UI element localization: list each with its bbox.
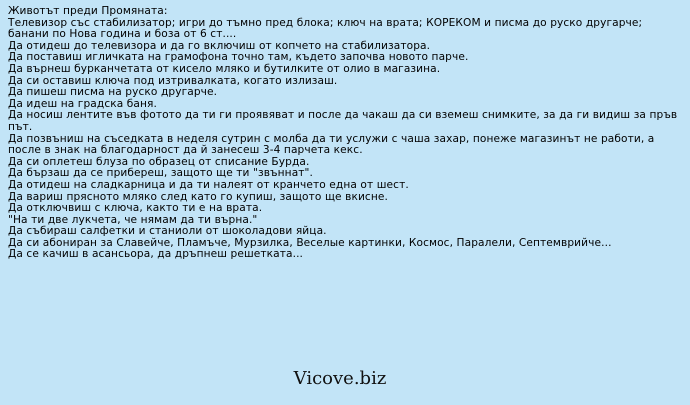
- list-item: Да отидеш до телевизора и да го включиш от копчето на стабилизатора.: [8, 39, 431, 52]
- list-item: Да се качиш в асансьора, да дръпнеш решетката...: [8, 248, 304, 261]
- list-item: Да пишеш писма на руско другарче.: [8, 86, 218, 99]
- list-item: Да събираш салфетки и станиоли от шоколадови яйца.: [8, 225, 327, 238]
- list-item: Да си оплетеш блуза по образец от списание Бурда.: [8, 155, 310, 168]
- list-item: Да отидеш на сладкарница и да ти налеят от кранчето една от шест.: [8, 178, 409, 191]
- list-item: "На ти две лукчета, че нямам да ти върна.": [8, 213, 258, 226]
- list-item: Да вариш прясното мляко след като го купиш, защото ще вкисне.: [8, 190, 388, 203]
- list-item: Да поставиш игличката на грамофона точно там, където започва новото парче.: [8, 51, 469, 64]
- list-item: Да си абониран за Славейче, Пламъче, Мурзилка, Веселые картинки, Космос, Паралели, Септемврийче...: [8, 236, 612, 249]
- list-item: Да върнеш бурканчетата от кисело мляко и бутилките от олио в магазина.: [8, 62, 441, 75]
- list-item: Да идеш на градска баня.: [8, 97, 157, 110]
- list-item: Да си оставиш ключа под изтривалката, когато излизаш.: [8, 74, 338, 87]
- list-item: Да носиш лентите във фотото да ти ги проявяват и после да чакаш да си вземеш снимките, за да ги видиш за пръв път.: [8, 109, 678, 133]
- article-title: Животът преди Промяната:: [8, 5, 168, 17]
- list-item: Да бързаш да се прибереш, защото ще ти "звъннат".: [8, 167, 313, 180]
- list-item: Да отключвиш с ключа, както ти е на врата.: [8, 202, 263, 215]
- site-watermark: Vicove.biz: [293, 368, 387, 389]
- list-item: Телевизор със стабилизатор; игри до тъмно пред блока; ключ на врата; КОРЕКОМ и писма до руско другарче; банани по Нова година и боза от 6 ст....: [8, 16, 643, 41]
- list-item: Да позвъниш на съседката в неделя сутрин с молба да ти услужи с чаша захар, понеже магазинът не работи, а после в знак на благодарност да й занесеш 3-4 парчета кекс.: [8, 132, 655, 157]
- article-body: [8, 6, 684, 261]
